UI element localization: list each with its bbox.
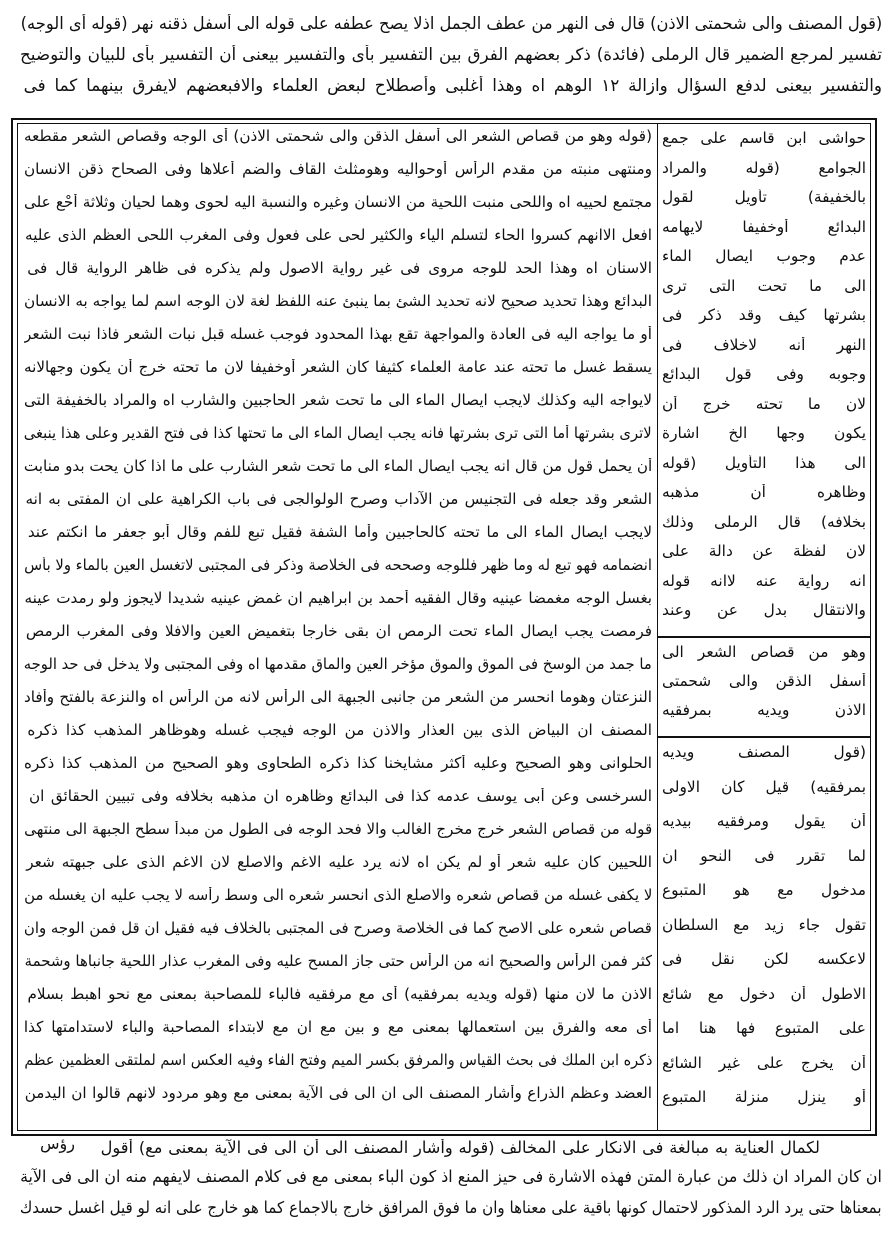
side-box-line: الاذن ويديه بمرفقيه (662, 702, 866, 719)
side-line: انه رواية عنه لاانه قوله (662, 572, 866, 590)
side-line: حواشى ابن قاسم على جمع (662, 130, 866, 147)
main-line: الحلوانى وهو الصحيح وعليه أكثر مشايخنا كذا ذكره الطحاوى وهو الصحيح من المذهب كذا ذكره (24, 755, 652, 772)
side-lower-line: على المتبوع فها هنا اما (662, 1020, 866, 1037)
main-line: (قوله وهو من قصاص الشعر الى أسفل الذقن والى شحمتى الاذن) أى الوجه وقصاص الشعر مقطعه (24, 128, 652, 145)
side-line: عدم وجوب ايصال الماء (662, 248, 866, 265)
main-line: أو ما يواجه اليه فى العادة والمواجهة تقع بهذا المحدود فوجب غسله قبل نبات الشعر فاذا نبت الشعر (24, 326, 652, 343)
bottom-line: بمعناها حتى يرد الرد المذكور لاحتمال كونها باقية على معناها وان ما فوق المرافق خارج بالاجماع كما هو خارج على انه لو قيل اغسل حسدك (20, 1199, 882, 1217)
side-box-line: أسفل الذقن والى شحمتى (662, 673, 866, 690)
main-line: الاذن ما لان منها (قوله ويديه بمرفقيه) أى مع مرفقيه فالباء للمصاحبة بمعنى مع نحو اهبط بسلام (27, 986, 652, 1003)
main-line: أى معه والفرق بين استعمالها بمعنى مع و بين مع ان مع لابتداء المصاحبة والباء لاستدامتها كذا (24, 1019, 652, 1036)
side-lower-line: أن يخرج على غير الشائع (662, 1054, 866, 1072)
top-line: تفسير لمرجع الضمير قال الرملى (فائدة) ذكر بعضهم الفرق بين التفسير بأى والتفسير بيعنى أن التفسير بأى للبيان والتوضيح (20, 45, 882, 64)
side-line: لان لفظة عن دالة على (662, 543, 866, 560)
side-line: النهر أنه لاخلاف فى (662, 336, 866, 354)
main-line: افعل الاانهم كسروا الحاء لتسلم الياء والكثير لحى على فعول وفى المغرب اللحى العظم الذى عليه (25, 227, 652, 244)
side-lower-line: أن يقول ومرفقيه بيديه (662, 813, 866, 830)
main-line: فرمصت يجب ايصال الماء تحت الرمص ان بقى خارجا بتغميض العين والافلا وفى المغرب الرمص (25, 623, 652, 640)
side-line: الجوامع (قوله والمراد (662, 159, 866, 177)
main-line: لايجب ايصال الماء الى ما تحته كالحاجبين وأما الشفة فقيل تبع للفم وقال أبو جعفر ما انكتم عند (27, 524, 652, 541)
main-line: يسقط غسل ما تحته عند عامة العلماء كثيفا كان الشعر أوخفيفا لان ما تحته خرج أن يكون وجهالانه (24, 359, 652, 376)
side-box-rule-top (657, 636, 871, 638)
main-line: لاترى بشرتها أما التى ترى بشرتها فانه يجب ايصال الماء الى ما تحتها كذا فى فتح القدير وعلى هذا ينبغى (24, 425, 652, 442)
side-line: لان ما تحته خرج أن (662, 395, 866, 413)
main-line: ما جمد من الوسخ فى الموق والموق مؤخر العين والماق مقدمها اه وفى المجتبى ولا يدخل فى حد الوجه (23, 656, 652, 673)
main-line: اللحيين كان عليه شعر أو لم يكن اه لانه يرد عليه الاغم والاصلع لان الاغم الذى على جبهته شعر (26, 854, 652, 871)
main-line: قصاص شعره على الاصح كما فى الخلاصة وصرح فى المجتبى بالخلاف فيه فقيل ان قل فمن الوجه وان (23, 920, 652, 937)
side-lower-line: (قول المصنف ويديه (662, 744, 866, 761)
main-line: لا يكفى غسله من قصاص شعره والاصلع الذى انحسر شعره الى وسط رأسه لا يجب عليه ان يغسله من (23, 887, 652, 904)
side-lower-line: مدخول مع هو المتبوع (662, 882, 866, 899)
main-line: المصنف ان البياض الذى بين العذار والاذن من الوجه فيجب غسله وهوظاهر المذهب كذا ذكره (27, 722, 652, 739)
main-line: البدائع وهذا تحديد صحيح لانه تحديد الشئ بما ينبئ عنه اللفظ لغة لان الوجه اسم لما يواجه به الانسان (24, 293, 652, 310)
main-line: الاسنان اه وهذا الحد للوجه مروى فى غير رواية الاصول ولم يذكره فى ظاهر الرواية قال فى (27, 260, 652, 277)
main-line: النزعتان وهوما انحسر من الشعر من جانبى الجبهة الى الرأس لانه من الرأس اه والنزعة بالفتح وأفاد (24, 689, 652, 706)
main-line: أن يحمل قول من قال انه يجب ايصال الماء الى ما تحت شعر الشارب على ما اذا كان يحت بدو منابت (23, 458, 652, 475)
side-line: والانتقال بدل عن وعند (662, 602, 866, 619)
side-line: بخلافه) قال الرملى وذلك (662, 513, 866, 531)
side-line: بالخفيفة) تأويل لقول (662, 189, 866, 206)
side-lower-line: أو ينزل منزلة المتبوع (662, 1089, 866, 1106)
side-box-rule-bottom (657, 736, 871, 738)
side-line: يكون وجها الخ اشارة (662, 425, 866, 442)
main-line: ذكره ابن الملك فى بحث القياس والمرفق بكسر الميم وفتح الفاء وفيه العكس اسم لملتقى العظمين عظم (23, 1052, 652, 1069)
main-line: السرخسى وعن أبى يوسف عدمه كذا فى البدائع وظاهره ان مذهبه بخلافه وفى تبيين الحقائق ان (29, 788, 652, 805)
main-line: انضمامه فهو تبع له وما ظهر فللوجه وصححه فى الخلاصة وذكر فى المجتبى لاتغسل العين بالماء ولا بأس (24, 557, 652, 574)
top-line: (قول المصنف والى شحمتى الاذن) قال فى النهر من عطف الجمل اذلا يصح عطفه على قوله الى أسفل ذقنه نهر (قوله أى الوجه) (20, 14, 882, 33)
side-lower-line: لاعكسه لكن نقل فى (662, 951, 866, 968)
main-tail-line: لكمال العناية به مبالغة فى الانكار على المخالف (قوله وأشار المصنف الى أن الى فى الآية بمعنى مع) أقول (100, 1139, 820, 1157)
side-lower-line: الاطول أن دخول مع شائع (662, 985, 866, 1003)
side-line: وظاهره أن مذهبه (662, 484, 866, 501)
side-line: البدائع أوخفيفا لايهامه (662, 218, 866, 236)
running-word: رؤس (40, 1134, 75, 1153)
column-divider (657, 123, 658, 1131)
bottom-line: ان كان المراد ان ذلك من عبارة المتن فهذه الاشارة فى حيز المنع اذ كون الباء بمعنى مع فى كلام المصنف لايفهم منه ان الى فى الآية (20, 1168, 882, 1186)
side-box-line: وهو من قصاص الشعر الى (662, 644, 866, 661)
main-line: الشعر وقد جعله فى التجنيس من الآداب وصرح الولوالجى فى باب الكراهية على ان المفتى به انه (25, 491, 652, 508)
main-line: بغسل الوجه مغمضا عينيه وقال الفقيه أحمد بن ابراهيم ان غمض عينيه شديدا لايجوز ولو رمدت عينه (24, 590, 652, 607)
main-line: قوله من قصاص الشعر خرج مخرج الغالب والا فحد الوجه فى الطول من مبدأ سطح الجبهة الى منتهى (23, 821, 652, 838)
side-lower-line: بمرفقيه) قيل كان الاولى (662, 778, 866, 796)
side-line: وجوبه وفى قول البدائع (662, 366, 866, 383)
side-lower-line: تقول جاء زيد مع السلطان (662, 916, 866, 934)
main-line: كثر فمن الرأس والصحيح انه من الرأس حتى جاز المسح عليه وفى المغرب عذار اللحية جانباها وشحمة (24, 953, 652, 970)
top-line: والتفسير بيعنى لدفع السؤال وازالة ١٢ الوهم اه وهذا أغلبى وأصطلاح لبعض العلماء والافبعضهم لايفرق بينهما كما فى (23, 76, 882, 95)
side-lower-line: لما تقرر فى النحو ان (662, 847, 866, 865)
main-line: لايواجه اليه وكذلك لايجب ايصال الماء الى ما تحت شعر الحاجبين والشارب اه والمراد بالخفيفة التى (24, 392, 652, 409)
main-line: العضد وعظم الذراع وأشار المصنف الى ان الى فى الآية بمعنى مع وهو مردود لانهم قالوا ان اليدمن (24, 1085, 652, 1102)
main-line: مجتمع لحييه اه واللحى منبت اللحية من الانسان وغيره والنسبة اليه لحوى وهما لحيان وثلاثة أحْعِ على (24, 194, 652, 211)
side-line: الى هذا التأويل (قوله (662, 454, 866, 472)
main-line: ومنتهى منبته من مقدم الرأس أوحواليه وهومثلث القاف والضم أعلاها وفى الصحاح ذقن الانسان (24, 161, 652, 178)
side-line: بشرتها كيف وقد ذكر فى (662, 307, 866, 324)
side-line: الى ما تحت التى ترى (662, 277, 866, 295)
